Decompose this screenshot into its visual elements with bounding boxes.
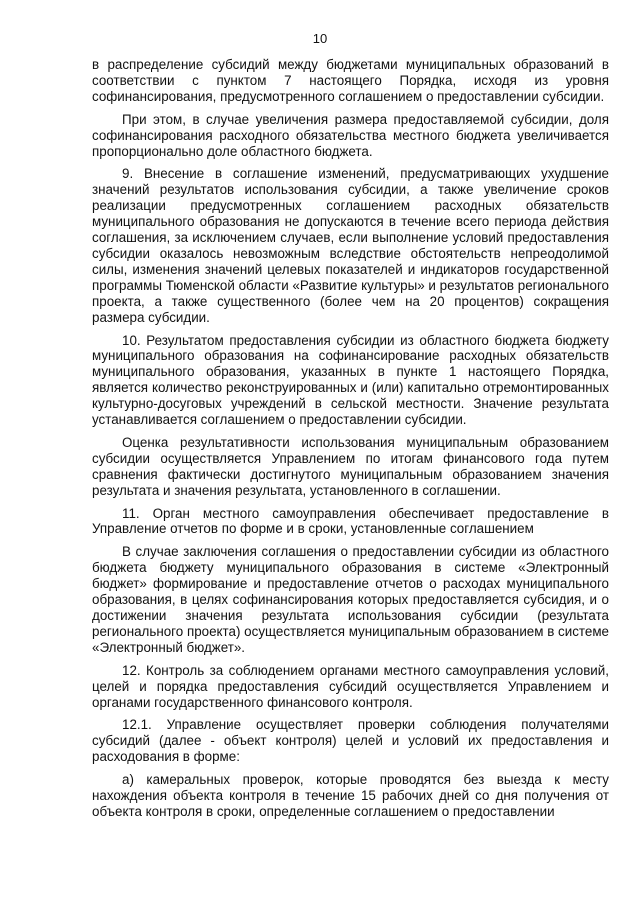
paragraph-continuation: в распределение субсидий между бюджетами муниципальных образований в соответствии с пунктом 7 настоящего Порядка, исходя из уровня софинансирования, предусмотренного соглашением о предоставлении субсидии. [92, 57, 609, 104]
paragraph-item-12: 12. Контроль за соблюдением органами местного самоуправления условий, целей и порядка предоставления субсидий осуществляется Управлением и органами государственного финансового контроля. [92, 662, 609, 710]
paragraph-effectiveness-assessment: Оценка результативности использования муниципальным образованием субсидии осуществляется Управлением по итогам финансового года путем сравнения фактически достигнутого муниципальным образованием значения результата и значения результата, установленного в соглашении. [92, 434, 609, 498]
paragraph-item-11: 11. Орган местного самоуправления обеспечивает предоставление в Управление отчетов по форме и в сроки, установленные соглашением [92, 505, 609, 537]
paragraph-item-9: 9. Внесение в соглашение изменений, предусматривающих ухудшение значений результатов использования субсидии, а также увеличение сроков реализации предусмотренных соглашением расходных обязательств муниципального образования не допускаются в течение всего периода действия соглашения, за исключением случаев, если выполнение условий предоставления субсидии оказалось невозможным вследствие обстоятельств непреодолимой силы, изменения значений целевых показателей и индикаторов государственной программы Тюменской области «Развитие культуры» и результатов регионального проекта, а также существенного (более чем на 20 процентов) сокращения размера субсидии. [92, 166, 609, 325]
paragraph-item-10: 10. Результатом предоставления субсидии из областного бюджета бюджету муниципального образования на софинансирование расходных обязательств муниципального образования, указанных в пункте 1 настоящего Порядка, является количество реконструированных и (или) капитально отремонтированных культурно-досуговых учреждений в сельской местности. Значение результата устанавливается соглашением о предоставлении субсидии. [92, 332, 609, 428]
paragraph-electronic-budget: В случае заключения соглашения о предоставлении субсидии из областного бюджета бюджету муниципального образования в системе «Электронный бюджет» формирование и предоставление отчетов о расходах муниципального образования, в целях софинансирования которых предоставляется субсидия, и о достижении значения результата использования субсидии (результата регионального проекта) осуществляется муниципальным образованием в системе «Электронный бюджет». [92, 544, 609, 655]
page-number: 10 [312, 31, 328, 46]
paragraph-item-12-1: 12.1. Управление осуществляет проверки соблюдения получателями субсидий (далее - объект контроля) целей и условий их предоставления и расходования в форме: [92, 717, 609, 765]
paragraph-item-a: а) камеральных проверок, которые проводятся без выезда к месту нахождения объекта контроля в течение 15 рабочих дней со дня получения от объекта контроля в сроки, определенные соглашением о предоставлении [92, 772, 609, 819]
paragraph-cofinancing-share: При этом, в случае увеличения размера предоставляемой субсидии, доля софинансирования расходного обязательства местного бюджета увеличивается пропорционально доле областного бюджета. [92, 111, 609, 159]
document-body [92, 57, 609, 820]
